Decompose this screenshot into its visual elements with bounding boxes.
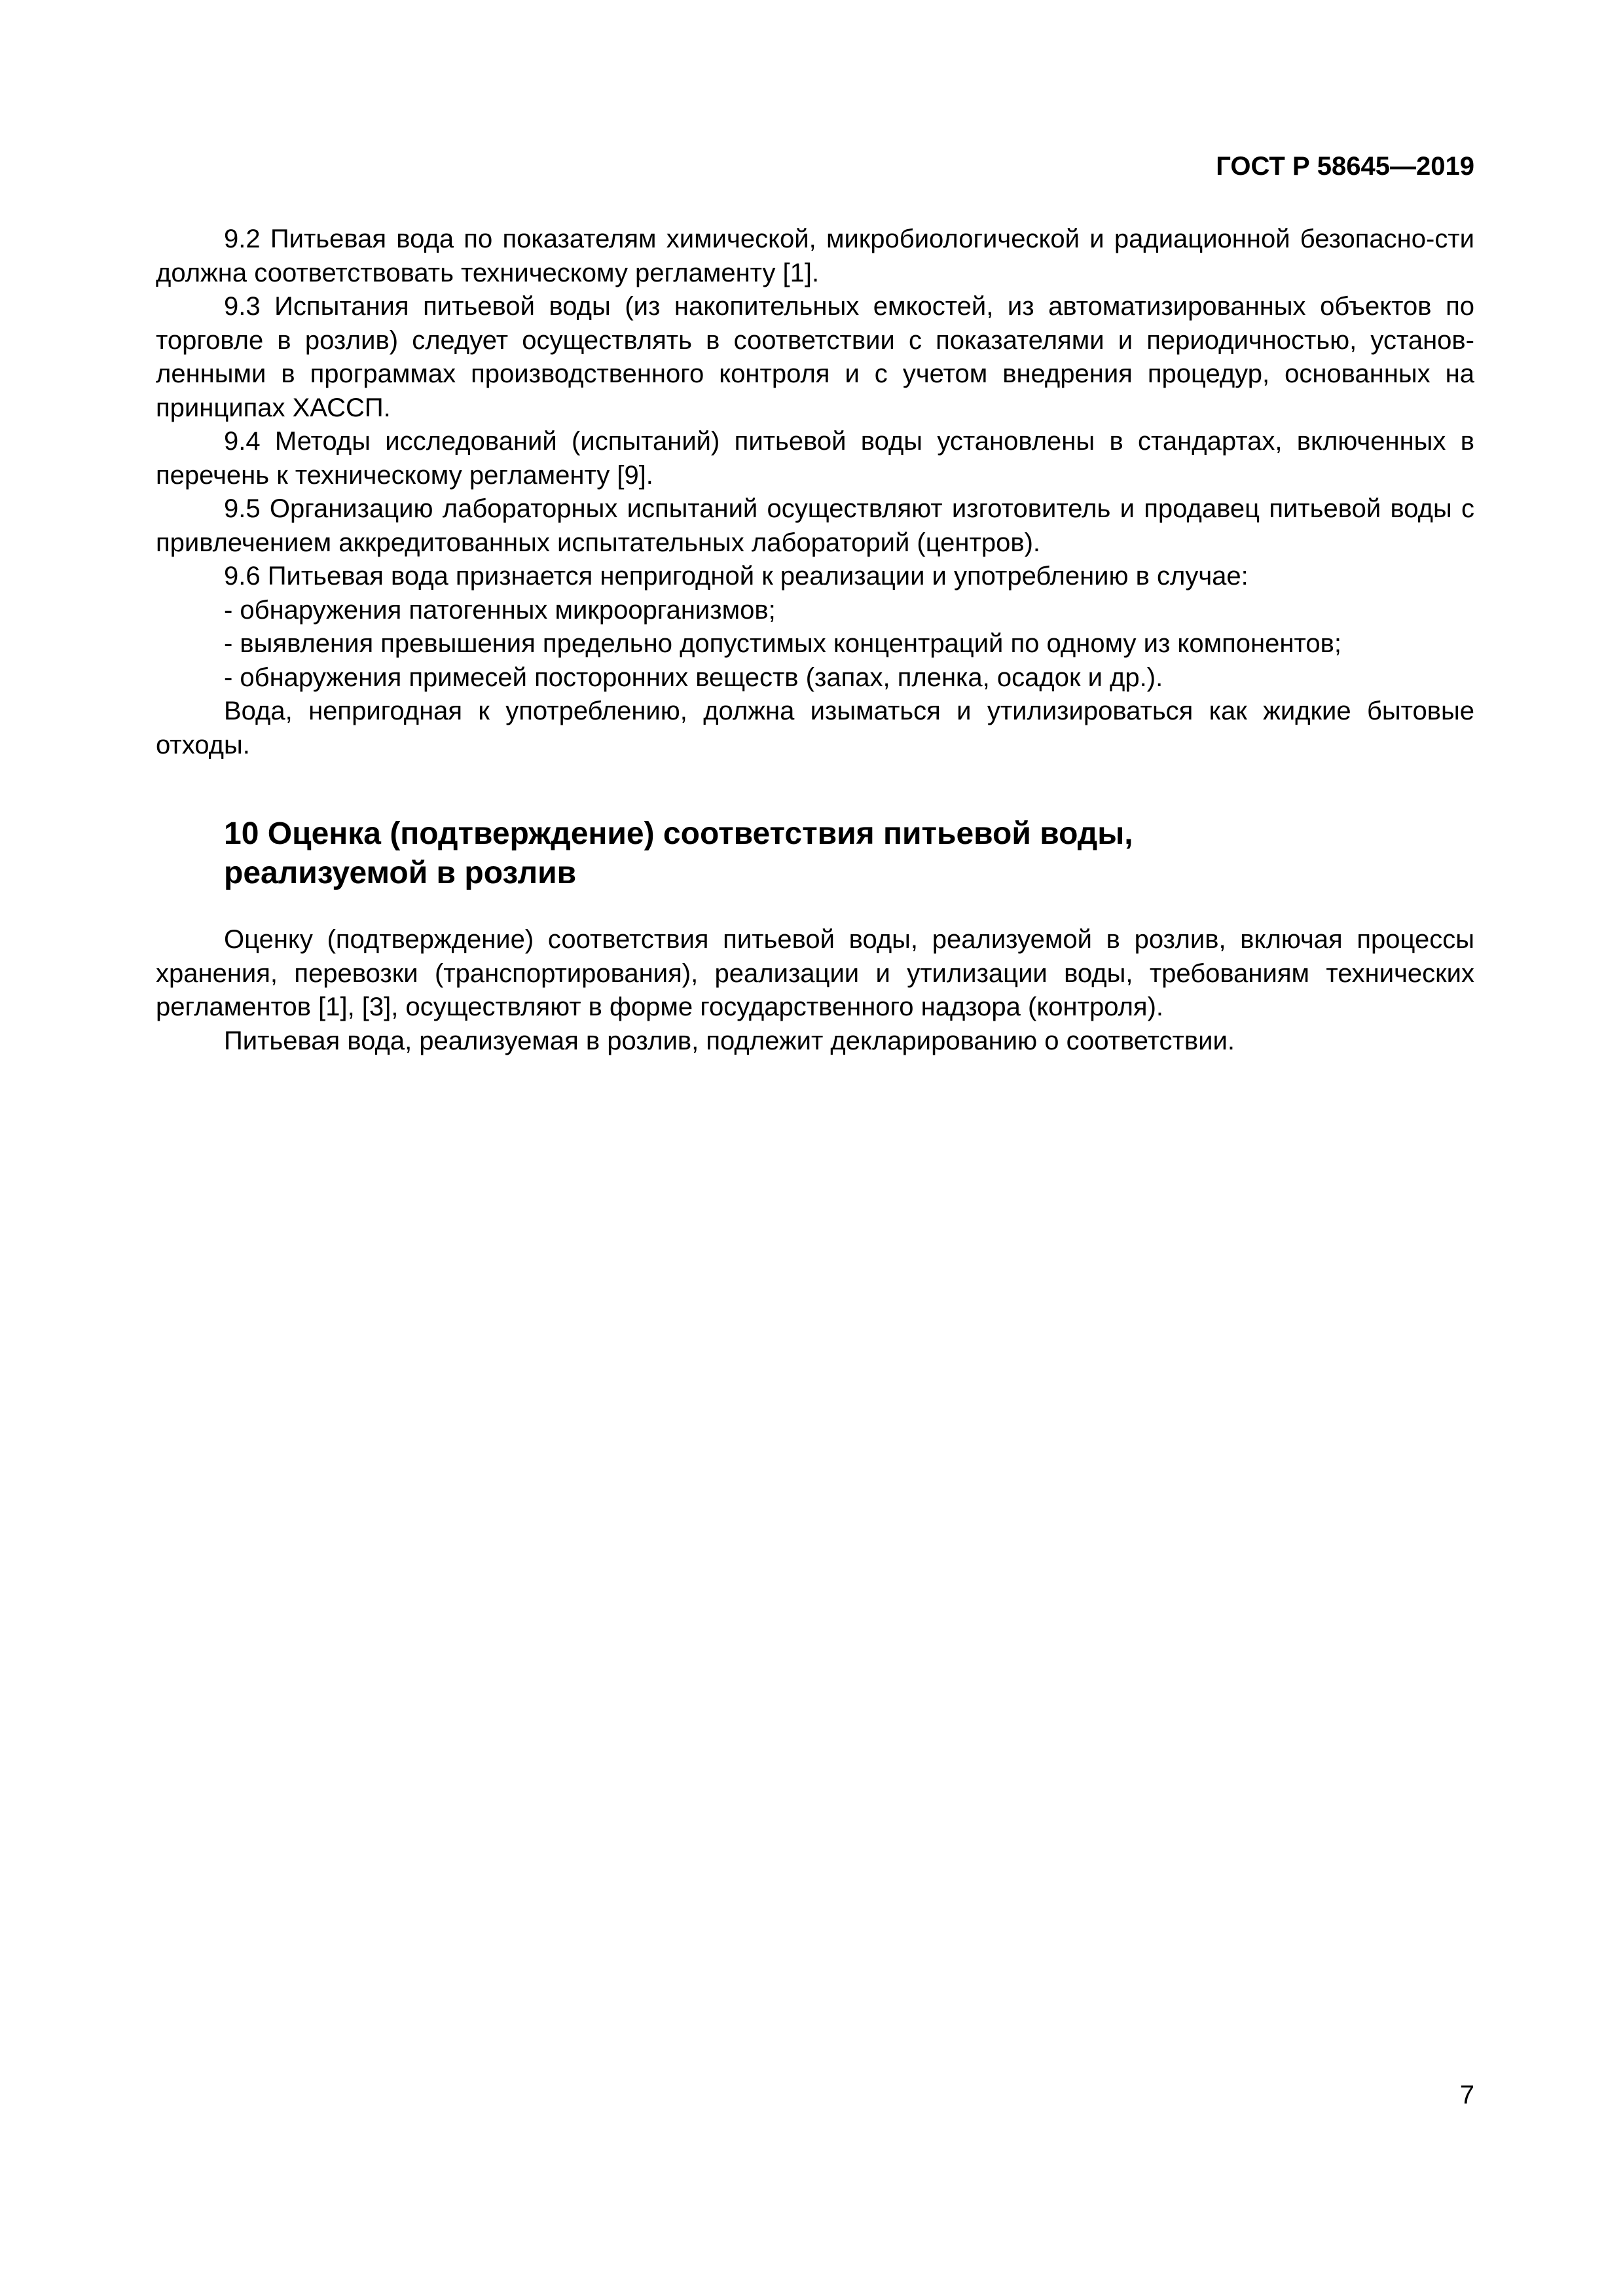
- section-10-body: [156, 923, 1474, 1058]
- list-item: - обнаружения патогенных микроорганизмов;: [224, 595, 776, 625]
- paragraph-9-4: 9.4 Методы исследований (испытаний) питьевой воды установлены в стандартах, включенных в перечень к техническому регламенту [9].: [156, 427, 1474, 490]
- paragraph-disposal: Вода, непригодная к употреблению, должна изыматься и утилизироваться как жидкие бытовые отходы.: [156, 697, 1474, 759]
- paragraph-9-3: 9.3 Испытания питьевой воды (из накопительных емкостей, из автоматизированных объектов по торговле в розлив) следует осуществлять в соответствии с показателями и периодичностью, установ-ленными в программах производственного контроля и с учетом внедрения процедур, основанных на принципах ХАССП.: [156, 292, 1474, 422]
- document-body: [156, 223, 1474, 1058]
- list-item: - обнаружения примесей посторонних веществ (запах, пленка, осадок и др.).: [224, 663, 1163, 692]
- paragraph-9-5: 9.5 Организацию лабораторных испытаний осуществляют изготовитель и продавец питьевой воды с привлечением аккредитованных испытательных лабораторий (центров).: [156, 494, 1474, 557]
- document-code: ГОСТ Р 58645—2019: [1216, 152, 1474, 181]
- paragraph-9-2: 9.2 Питьевая вода по показателям химической, микробиологической и радиационной безопасно-сти должна соответствовать техническому регламенту [1].: [156, 225, 1474, 287]
- section-10-heading: 10 Оценка (подтверждение) соответствия питьевой воды, реализуемой в розлив: [224, 816, 1133, 890]
- list-item: - выявления превышения предельно допустимых концентраций по одному из компонентов;: [224, 629, 1341, 658]
- paragraph-9-6: 9.6 Питьевая вода признается непригодной к реализации и употреблению в случае:: [224, 562, 1249, 591]
- page-number: 7: [1459, 2081, 1474, 2109]
- paragraph-declaration: Питьевая вода, реализуемая в розлив, подлежит декларированию о соответствии.: [224, 1026, 1235, 1055]
- paragraph-conformity: Оценку (подтверждение) соответствия питьевой воды, реализуемой в розлив, включая процессы хранения, перевозки (транспортирования), реализации и утилизации воды, требованиям технических регламентов [1], [3], осуществляют в форме государственного надзора (контроля).: [156, 925, 1474, 1021]
